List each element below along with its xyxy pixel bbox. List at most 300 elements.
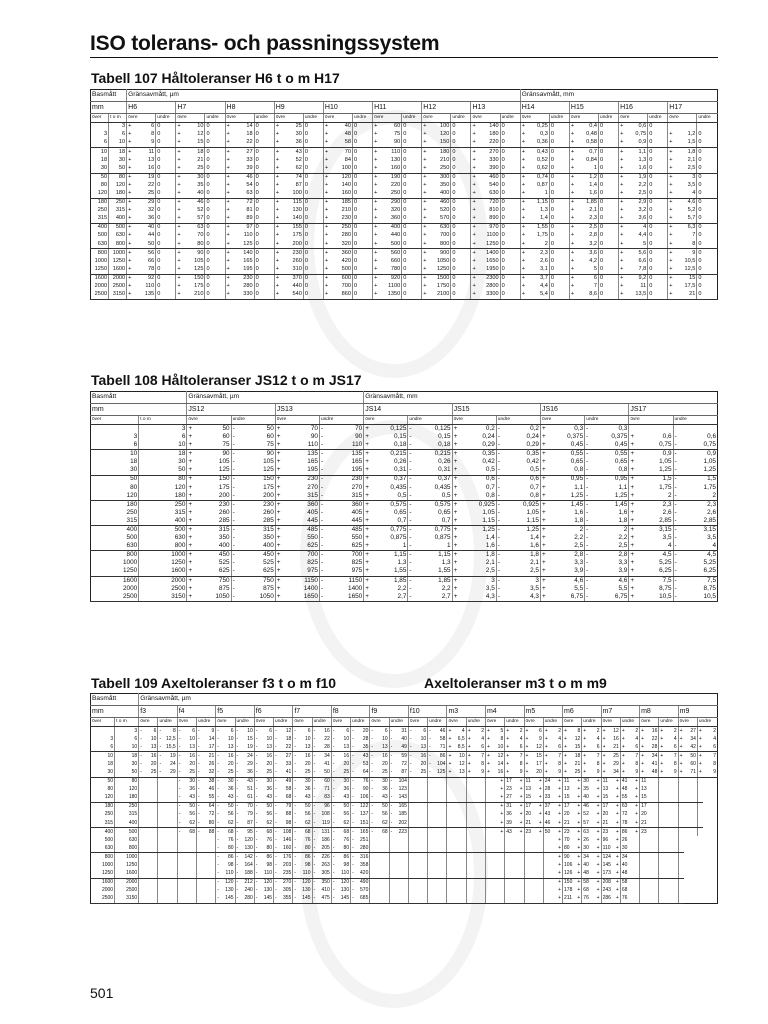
table-cell: 18 (109, 148, 127, 157)
table-cell: 23 (506, 786, 512, 793)
table-cell (530, 870, 543, 879)
table-cell (511, 853, 524, 862)
table-cell: - (254, 836, 260, 844)
table-cell: 0 (500, 240, 520, 249)
table-cell: + (615, 778, 619, 785)
table-cell: 4 (713, 735, 716, 742)
table-cell: - (196, 794, 202, 803)
table-cell: - (312, 887, 318, 895)
table-cell (665, 802, 678, 811)
table-cell: 0 (254, 291, 274, 300)
table-cell: + (187, 450, 195, 459)
table-cell: 570 (360, 887, 369, 894)
table-cell: 10 (459, 752, 465, 759)
table-cell: 20 (189, 760, 195, 767)
table-cell (678, 862, 684, 870)
table-cell: 0,8 (549, 466, 585, 475)
table-cell: 29 (613, 760, 619, 767)
table-cell: 0 (599, 283, 619, 291)
table-cell: 1600 (139, 568, 187, 577)
table-cell: + (187, 475, 195, 484)
table-cell: + (619, 215, 625, 224)
table-cell: 12,5 (165, 735, 176, 742)
table-cell: + (423, 199, 427, 206)
table-cell: + (364, 568, 372, 577)
table-cell: + (588, 794, 601, 803)
table-cell: + (187, 425, 195, 434)
table-cell: - (408, 727, 414, 736)
table-cell: 2500 (91, 593, 139, 602)
table-cell: + (607, 895, 620, 904)
table-cell: + (521, 207, 526, 214)
table-cell: + (467, 735, 471, 742)
table-cell: - (231, 551, 239, 560)
table-row (91, 819, 718, 828)
table-cell: - (293, 768, 299, 777)
table-cell: + (486, 752, 490, 759)
table-cell: 0 (648, 123, 668, 132)
table-cell: + (669, 148, 673, 155)
table-row (91, 878, 718, 887)
table-cell: 0,5 (372, 492, 408, 501)
table-cell: + (602, 735, 606, 742)
table-cell: + (374, 123, 378, 130)
table-cell: - (312, 760, 318, 768)
table-cell: 825 (307, 559, 318, 567)
table-cell: - (496, 568, 504, 577)
undre-header: undre (196, 718, 215, 727)
table-cell: + (452, 466, 460, 475)
table-cell (472, 887, 485, 895)
table-cell: + (364, 542, 372, 551)
table-cell: + (621, 727, 625, 734)
table-cell: 3,5 (485, 584, 495, 592)
table-cell: 18 (246, 131, 253, 138)
table-cell: 0 (648, 139, 668, 148)
table-cell: + (226, 131, 230, 138)
table-cell: - (231, 500, 239, 509)
table-cell: + (558, 853, 562, 860)
table-cell: - (496, 585, 504, 593)
ovre-header: övre (678, 718, 697, 727)
table-cell: + (323, 266, 329, 275)
table-cell: - (319, 509, 327, 517)
table-cell: + (519, 828, 523, 835)
table-cell: 1,05 (703, 458, 716, 466)
table-cell: 25 (414, 768, 427, 777)
table-cell: + (621, 735, 625, 742)
table-cell: 13 (337, 743, 350, 752)
table-cell: - (177, 752, 183, 761)
table-cell: - (673, 500, 681, 509)
table-cell (453, 819, 466, 828)
table-cell: 120 (91, 794, 115, 803)
table-cell: 7 (558, 752, 562, 759)
table-108-title: Tabell 108 Håltoleranser JS12 t o m JS17 (91, 372, 362, 388)
table-cell: 27 (246, 148, 253, 155)
undre-header: undre (205, 114, 225, 123)
table-cell: 660 (390, 257, 401, 264)
table-cell: 18 (107, 760, 114, 767)
table-cell: + (615, 803, 619, 810)
table-cell: 270 (489, 148, 499, 155)
table-cell: + (619, 266, 625, 275)
table-cell (145, 828, 158, 837)
table-cell: - (496, 433, 504, 441)
table-cell: + (472, 224, 476, 231)
table-cell: + (127, 266, 133, 275)
table-cell: + (524, 743, 530, 752)
table-row (91, 164, 718, 173)
table-cell: + (128, 156, 132, 163)
table-cell: 2,5 (593, 542, 629, 551)
table-cell: 1400 (303, 584, 318, 592)
table-cell: - (331, 802, 337, 811)
table-cell: 16 (343, 752, 350, 759)
table-cell: 0,65 (393, 508, 407, 516)
table-cell: 19 (241, 743, 254, 752)
table-cell: 0 (254, 173, 274, 182)
table-cell: - (389, 777, 395, 786)
undre-header: undre (496, 416, 540, 425)
table-cell: + (423, 257, 427, 264)
table-cell: 270 (282, 879, 292, 886)
table-cell: 150 (263, 475, 274, 483)
table-cell: + (540, 517, 548, 526)
table-cell: - (274, 853, 280, 862)
table-cell: 350 (321, 879, 330, 886)
table-cell: 86 (305, 853, 311, 860)
table-cell: 0 (500, 164, 520, 173)
table-cell: 0 (303, 266, 323, 275)
table-cell: + (524, 768, 530, 777)
table-cell: + (466, 768, 472, 777)
table-cell: 0,6 (638, 123, 647, 130)
table-cell: + (128, 257, 132, 264)
table-cell: + (275, 475, 283, 484)
table-cell: 10 (247, 727, 253, 734)
table-cell: 2,7 (416, 593, 452, 602)
table-cell: - (351, 752, 357, 761)
table-cell: 4,4 (638, 232, 647, 239)
table-cell: 230 (329, 215, 352, 224)
table-cell: 5 (500, 727, 504, 734)
table-cell: 25 (337, 768, 350, 777)
table-cell: 70 (564, 836, 570, 843)
table-cell: 50 (139, 466, 187, 475)
table-cell: 13 (641, 786, 647, 793)
table-cell: 20 (150, 760, 157, 767)
table-cell: + (520, 139, 526, 148)
table-cell: + (596, 879, 600, 886)
table-cell: 80 (130, 483, 138, 491)
table-cell: 305 (282, 887, 292, 894)
table-cell: 6,75 (593, 593, 629, 602)
table-cell: + (635, 786, 639, 793)
table-cell: - (331, 862, 337, 870)
table-cell: 1250 (109, 258, 127, 266)
table-cell: 110 (337, 870, 350, 879)
table-cell: + (582, 743, 588, 752)
table-cell (414, 853, 427, 862)
table-cell: 20 (530, 768, 543, 777)
table-cell: 1,15 (504, 517, 540, 526)
table-cell: + (364, 500, 372, 509)
table-cell: 145 (602, 862, 611, 869)
table-cell: + (698, 760, 702, 767)
table-cell: - (254, 811, 260, 819)
table-cell: 1,1 (618, 483, 628, 491)
table-cell: 110 (243, 232, 253, 239)
table-cell (145, 777, 158, 786)
table-cell: - (585, 593, 593, 602)
table-cell: + (558, 803, 562, 810)
table-cell: 54 (246, 181, 253, 188)
table-cell: - (408, 743, 414, 752)
table-row (91, 198, 718, 207)
table-row (91, 727, 718, 736)
undre-header: undre (158, 718, 177, 727)
table-cell: 2,6 (540, 257, 548, 264)
table-cell: - (351, 768, 357, 777)
table-cell (203, 895, 216, 904)
table-cell: + (274, 139, 280, 148)
column-header: JS13 (275, 404, 363, 416)
table-cell: 16 (491, 768, 504, 777)
table-cell (414, 895, 427, 904)
table-cell (164, 828, 177, 837)
table-cell: - (274, 862, 280, 870)
table-cell: + (471, 291, 477, 300)
table-cell (414, 878, 427, 887)
table-cell: 0 (549, 224, 569, 233)
table-cell: 0 (156, 173, 176, 182)
table-cell: - (293, 878, 299, 887)
table-cell: 0 (303, 274, 323, 283)
table-cell: 0 (303, 283, 323, 291)
table-cell: 3 (133, 432, 138, 440)
table-cell: + (275, 441, 283, 450)
table-cell: - (254, 819, 260, 828)
table-cell: 2,8 (618, 551, 628, 559)
table-cell: 3,1 (526, 266, 549, 275)
table-cell: + (549, 895, 562, 904)
table-cell: 1,6 (575, 190, 598, 199)
table-cell: 7 (596, 752, 600, 759)
table-cell: 230 (307, 475, 318, 483)
table-cell: 36 (280, 139, 303, 148)
table-cell: - (312, 844, 318, 853)
table-cell: 0 (648, 266, 668, 275)
table-cell: 280 (357, 844, 370, 853)
table-cell: + (374, 283, 378, 290)
table-cell: 34 (583, 853, 589, 860)
table-cell: 2000 (122, 584, 138, 592)
table-cell (453, 887, 466, 895)
table-cell: + (275, 131, 279, 138)
table-cell: + (669, 249, 673, 256)
ovre-header: övre (485, 718, 504, 727)
table-cell: 1150 (348, 576, 363, 584)
table-cell: 13,5 (625, 291, 648, 300)
table-cell: 0,7 (530, 483, 539, 491)
table-cell: - (585, 484, 593, 492)
table-cell (183, 862, 196, 870)
table-cell: 24 (247, 752, 253, 759)
table-cell: 0 (697, 291, 718, 300)
table-cell: 11 (564, 778, 570, 785)
table-cell: 0,575 (390, 500, 407, 508)
table-cell: 30 (382, 778, 388, 785)
table-cell: + (629, 576, 637, 585)
table-cell: 800 (428, 240, 451, 249)
table-cell: 25 (299, 768, 312, 777)
table-cell: 315 (109, 207, 127, 215)
table-cell: 0,5 (416, 492, 452, 501)
ovre-header: övre (331, 718, 350, 727)
table-cell: 7 (713, 752, 716, 759)
table-cell: 52 (197, 207, 204, 214)
table-cell (145, 870, 158, 879)
table-cell: 2,7 (372, 593, 408, 602)
table-cell: 25 (569, 768, 582, 777)
table-cell: 2,1 (687, 156, 696, 163)
table-cell: + (640, 768, 646, 777)
table-cell: 4 (481, 735, 484, 742)
table-cell: 17 (536, 760, 542, 767)
table-cell: - (231, 526, 239, 535)
table-cell (665, 887, 678, 895)
table-cell: + (540, 475, 548, 484)
table-cell: + (187, 517, 195, 526)
table-cell: 0 (402, 207, 422, 215)
table-cell: - (389, 802, 395, 811)
table-cell (472, 786, 485, 794)
table-cell: 205 (318, 844, 331, 853)
table-cell: + (275, 224, 279, 231)
table-cell: 4 (643, 224, 647, 231)
table-cell: + (225, 139, 231, 148)
table-cell: - (389, 828, 395, 837)
column-header: m5 (524, 706, 563, 718)
table-cell: 36 (506, 811, 512, 818)
table-cell (665, 811, 678, 819)
table-cell: + (364, 560, 372, 568)
table-cell: 14 (497, 760, 504, 767)
table-cell: + (452, 500, 460, 509)
table-cell: + (596, 811, 600, 818)
table-cell (626, 878, 639, 887)
table-cell: 13 (148, 156, 155, 163)
table-cell: 0 (500, 215, 520, 224)
table-cell: + (615, 887, 619, 894)
table-cell: + (619, 164, 625, 173)
table-cell: + (629, 542, 637, 551)
table-cell: - (673, 534, 681, 542)
table-cell: - (319, 458, 327, 466)
table-cell: 0 (549, 131, 569, 139)
table-cell: - (389, 768, 395, 777)
table-cell: 0 (254, 258, 274, 266)
undre-header: undre (585, 416, 629, 425)
table-cell: + (678, 768, 684, 777)
table-cell: 90 (266, 450, 274, 458)
table-cell: + (187, 542, 195, 551)
table-cell: + (486, 727, 490, 734)
table-cell: 0 (599, 123, 619, 132)
table-cell (530, 895, 543, 904)
table-cell: 0 (451, 139, 471, 148)
table-cell: - (585, 509, 593, 517)
table-cell: - (158, 743, 164, 752)
table-cell: 5 (575, 266, 598, 275)
table-cell: + (500, 778, 504, 785)
table-cell: 0,2 (530, 424, 539, 432)
table-cell (472, 878, 485, 887)
table-cell: 50 (115, 768, 139, 777)
table-cell: 0 (303, 224, 323, 233)
table-cell: 2 (596, 727, 600, 734)
table-cell: 123 (398, 786, 407, 793)
table-cell: + (540, 534, 548, 542)
table-cell: 0 (353, 156, 373, 164)
table-cell: 146 (282, 836, 292, 843)
table-cell: 13 (525, 786, 532, 793)
table-cell: 1100 (388, 283, 401, 290)
table-cell: 140 (489, 123, 499, 130)
table-cell: 50 (222, 424, 230, 432)
table-cell: - (254, 752, 260, 761)
table-cell: 0 (549, 164, 569, 173)
table-cell: - (235, 777, 241, 786)
table-cell: 110 (145, 283, 155, 290)
table-cell: + (596, 803, 600, 810)
table-cell: 4,5 (707, 551, 716, 559)
table-cell: 400 (126, 525, 138, 533)
table-cell: - (408, 768, 414, 777)
table-cell: + (607, 870, 620, 879)
table-cell: - (254, 844, 260, 853)
table-cell: 1,75 (536, 232, 548, 239)
table-cell: - (585, 466, 593, 475)
table-cell: 188 (241, 870, 254, 879)
table-cell: 445 (328, 517, 364, 526)
table-cell: 100 (329, 164, 352, 173)
table-cell: 0 (500, 232, 520, 240)
table-cell: 0 (254, 190, 274, 199)
table-cell: 14 (246, 123, 253, 130)
table-cell: 98 (227, 862, 234, 869)
table-row (91, 509, 718, 517)
table-cell: + (540, 500, 548, 509)
table-cell: + (274, 215, 280, 224)
table-cell: 48 (582, 870, 588, 879)
column-header: JS12 (187, 404, 275, 416)
table-cell: 4 (596, 735, 600, 742)
table-cell: 5,2 (687, 207, 696, 214)
table-cell: 18 (197, 148, 204, 155)
table-cell: + (471, 240, 477, 249)
table-cell: + (641, 760, 645, 767)
table-cell: 15 (640, 794, 646, 803)
table-cell: 4 (519, 735, 523, 742)
table-cell: 2,85 (681, 517, 717, 526)
table-cell (472, 811, 485, 819)
page-title: ISO tolerans- och passningssystem (90, 32, 718, 58)
table-cell: - (274, 895, 280, 904)
table-cell: 890 (477, 215, 500, 224)
table-cell: + (506, 760, 510, 767)
